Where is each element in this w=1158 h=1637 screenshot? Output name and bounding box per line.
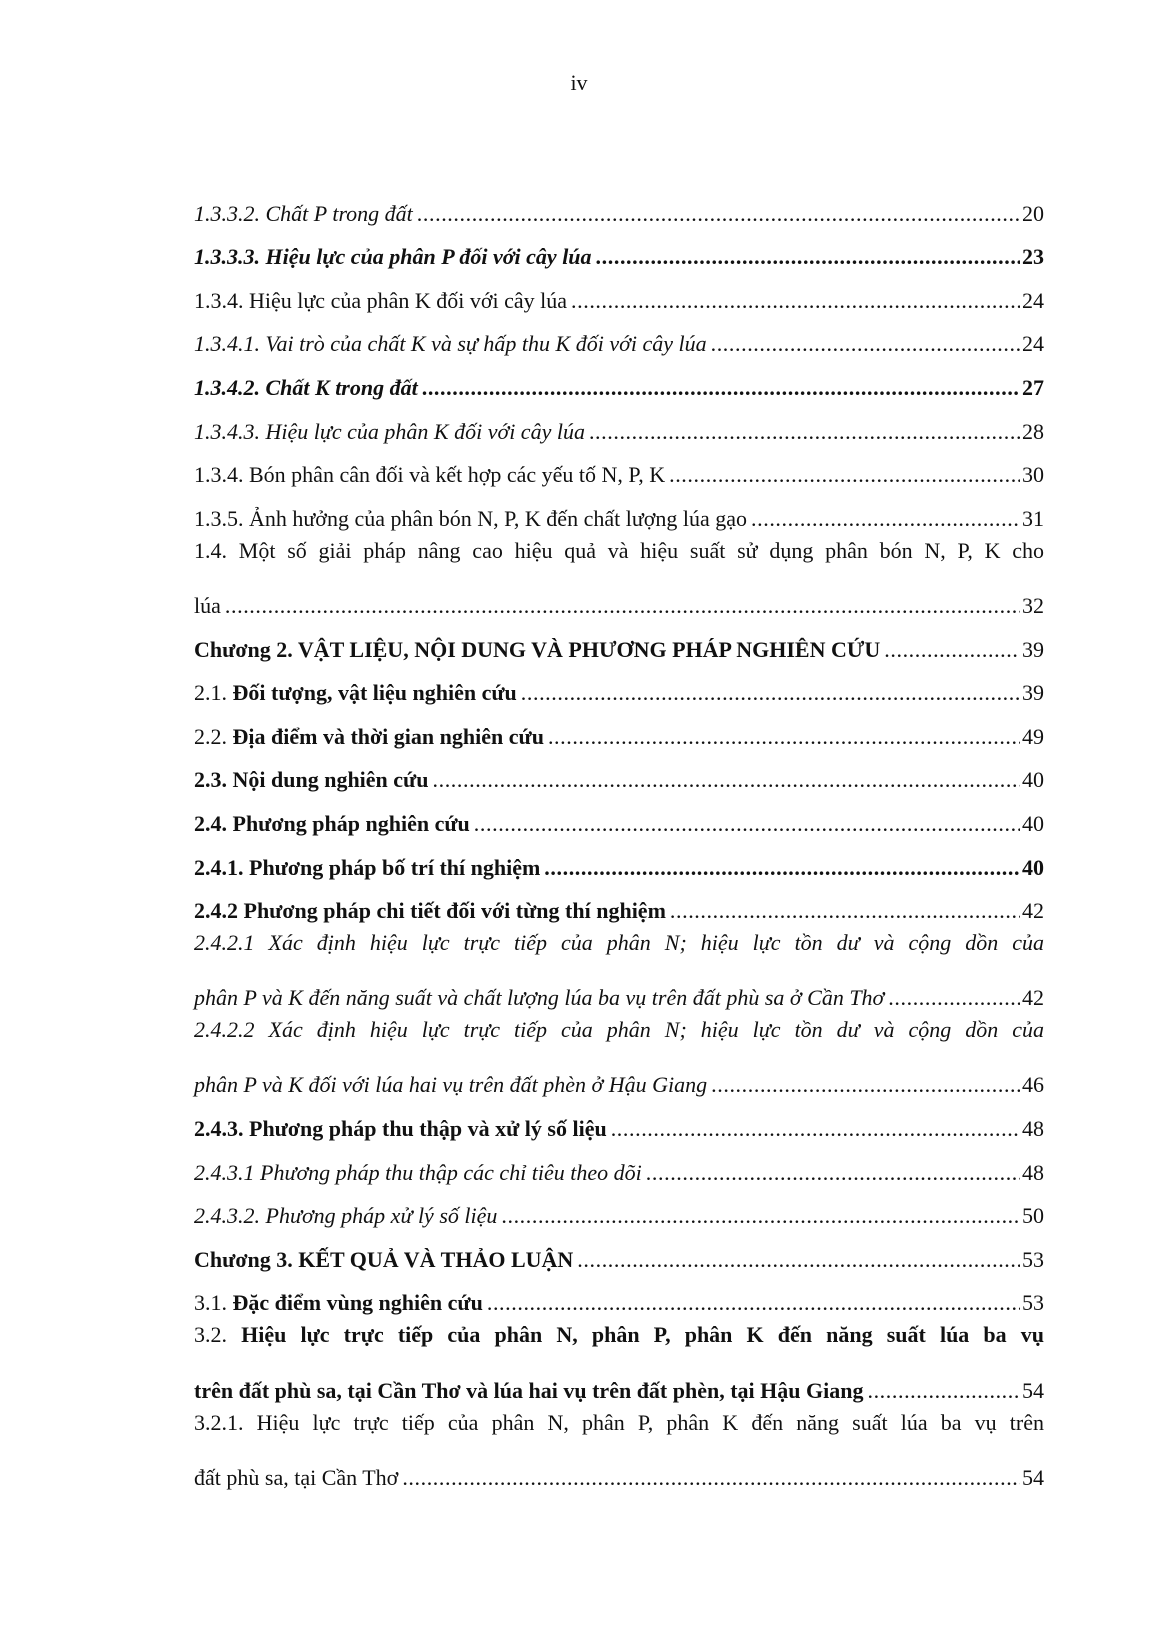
toc-entry[interactable] — [194, 1450, 1044, 1494]
toc-entry-title: Địa điểm và thời gian nghiên cứu — [232, 723, 544, 749]
toc-entry-title: phân P và K đối với lúa hai vụ trên đất phèn ở Hậu Giang — [194, 1072, 708, 1098]
toc-entry[interactable] — [194, 1101, 1044, 1145]
toc-entry-page: 39 — [1022, 680, 1044, 706]
toc-entry[interactable] — [194, 491, 1044, 535]
toc-entry-title: 1.3.4.2. Chất K trong đất — [194, 374, 418, 400]
toc-entry[interactable] — [194, 709, 1044, 753]
toc-entry-page: 53 — [1022, 1290, 1044, 1316]
dot-leader — [544, 852, 1020, 884]
toc-entry-title: lúa — [194, 592, 221, 618]
toc-entry-page: 39 — [1022, 636, 1044, 662]
dot-leader — [487, 1287, 1020, 1319]
toc-entry[interactable] — [194, 971, 1044, 1015]
dot-leader — [611, 1113, 1020, 1145]
toc-entry-title: 1.3.4.1. Vai trò của chất K và sự hấp thu K đối với cây lúa — [194, 331, 707, 357]
dot-leader — [548, 721, 1020, 753]
toc-entry-page: 53 — [1022, 1246, 1044, 1272]
toc-entry-title: 1.3.5. Ảnh hưởng của phân bón N, P, K đến chất lượng lúa gạo — [194, 505, 748, 531]
toc-entry[interactable] — [194, 317, 1044, 361]
dot-leader — [596, 241, 1020, 273]
toc-entry-title: 1.3.3.3. Hiệu lực của phân P đối với cây lúa — [194, 244, 592, 270]
toc-entry-title: 1.3.4. Bón phân cân đối và kết hợp các yếu tố N, P, K — [194, 462, 666, 488]
toc-entry[interactable] — [194, 753, 1044, 797]
toc-entry[interactable] — [194, 884, 1044, 928]
toc-entry-page: 50 — [1022, 1203, 1044, 1229]
toc-entry-number: 3.2. — [194, 1322, 227, 1348]
toc-entry-title: 1.3.3.2. Chất P trong đất — [194, 200, 413, 226]
toc-entry-title: 1.3.4. Hiệu lực của phân K đối với cây lúa — [194, 287, 568, 313]
toc-entry-page: 49 — [1022, 723, 1044, 749]
toc-entry-page: 32 — [1022, 592, 1044, 618]
dot-leader — [225, 590, 1020, 622]
toc-entry[interactable] — [194, 1276, 1044, 1320]
toc-entry-page: 48 — [1022, 1159, 1044, 1185]
toc-entry-line1[interactable] — [194, 1319, 1044, 1363]
toc-entry[interactable] — [194, 273, 1044, 317]
toc-entry-page: 42 — [1022, 985, 1044, 1011]
dot-leader — [711, 328, 1020, 360]
dot-leader — [422, 372, 1020, 404]
dot-leader — [867, 1375, 1020, 1407]
toc-entry-page: 27 — [1022, 374, 1044, 400]
toc-entry[interactable] — [194, 360, 1044, 404]
toc-entry-page: 31 — [1022, 505, 1044, 531]
toc-entry-page: 46 — [1022, 1072, 1044, 1098]
toc-entry[interactable] — [194, 666, 1044, 710]
toc-entry-title: Đối tượng, vật liệu nghiên cứu — [232, 680, 517, 706]
toc-entry-line1[interactable]: 3.2.1. Hiệu lực trực tiếp của phân N, phân P, phân K đến năng suất lúa ba vụ trên — [194, 1409, 1044, 1435]
toc-entry-page: 28 — [1022, 418, 1044, 444]
toc-entry-title: phân P và K đến năng suất và chất lượng lúa ba vụ trên đất phù sa ở Cần Thơ — [194, 985, 885, 1011]
toc-entry-title: 2.4.3.1 Phương pháp thu thập các chỉ tiêu theo dõi — [194, 1159, 642, 1185]
dot-leader — [474, 808, 1020, 840]
toc-entry-title: 2.4.1. Phương pháp bố trí thí nghiệm — [194, 854, 541, 880]
dot-leader — [670, 895, 1020, 927]
toc-entry-title: 2.3. Nội dung nghiên cứu — [194, 767, 429, 793]
toc-entry[interactable] — [194, 448, 1044, 492]
dot-leader — [571, 285, 1020, 317]
toc-entry[interactable] — [194, 796, 1044, 840]
toc-entry-title: đất phù sa, tại Cần Thơ — [194, 1464, 399, 1490]
dot-leader — [589, 416, 1020, 448]
toc-entry-title-line1: Hiệu lực trực tiếp của phân N, phân P, phân K đến năng suất lúa ba vụ — [241, 1322, 1045, 1348]
toc-entry[interactable] — [194, 186, 1044, 230]
dot-leader — [577, 1244, 1020, 1276]
toc-entry-page: 20 — [1022, 200, 1044, 226]
toc-chapter-entry[interactable] — [194, 1232, 1044, 1276]
table-of-contents — [194, 186, 1044, 1494]
dot-leader — [669, 459, 1020, 491]
dot-leader — [711, 1069, 1020, 1101]
toc-entry[interactable] — [194, 1058, 1044, 1102]
toc-entry-title: trên đất phù sa, tại Cần Thơ và lúa hai vụ trên đất phèn, tại Hậu Giang — [194, 1377, 864, 1403]
toc-entry[interactable] — [194, 230, 1044, 274]
toc-entry-page: 54 — [1022, 1377, 1044, 1403]
dot-leader — [433, 764, 1021, 796]
toc-entry-title: 2.4. Phương pháp nghiên cứu — [194, 810, 470, 836]
page-number: iv — [570, 70, 588, 95]
dot-leader — [884, 634, 1020, 666]
toc-entry-page: 24 — [1022, 331, 1044, 357]
toc-entry-title: 2.4.2 Phương pháp chi tiết đối với từng thí nghiệm — [194, 898, 666, 924]
toc-entry-title: Chương 3. KẾT QUẢ VÀ THẢO LUẬN — [194, 1246, 574, 1272]
toc-entry[interactable] — [194, 1145, 1044, 1189]
toc-entry-title: 2.4.3.2. Phương pháp xử lý số liệu — [194, 1203, 498, 1229]
toc-chapter-entry[interactable] — [194, 622, 1044, 666]
toc-entry-page: 40 — [1022, 810, 1044, 836]
toc-entry-number: 3.1. — [194, 1290, 227, 1316]
toc-entry-page: 24 — [1022, 287, 1044, 313]
dot-leader — [646, 1157, 1020, 1189]
toc-entry-page: 30 — [1022, 462, 1044, 488]
toc-entry[interactable] — [194, 578, 1044, 622]
dot-leader — [417, 198, 1020, 230]
toc-entry[interactable] — [194, 840, 1044, 884]
dot-leader — [521, 677, 1020, 709]
dot-leader — [888, 982, 1020, 1014]
toc-entry-line1[interactable]: 2.4.2.2 Xác định hiệu lực trực tiếp của phân N; hiệu lực tồn dư và cộng dồn của — [194, 1017, 1044, 1043]
toc-entry[interactable] — [194, 1363, 1044, 1407]
toc-entry-page: 40 — [1022, 767, 1044, 793]
dot-leader — [402, 1462, 1020, 1494]
toc-entry-title: 2.4.3. Phương pháp thu thập và xử lý số liệu — [194, 1116, 607, 1142]
toc-entry-line1[interactable]: 2.4.2.1 Xác định hiệu lực trực tiếp của phân N; hiệu lực tồn dư và cộng dồn của — [194, 930, 1044, 956]
toc-entry-page: 23 — [1022, 244, 1044, 270]
toc-entry-page: 48 — [1022, 1116, 1044, 1142]
toc-entry-page: 42 — [1022, 898, 1044, 924]
dot-leader — [751, 503, 1020, 535]
toc-entry-line1[interactable]: 1.4. Một số giải pháp nâng cao hiệu quả và hiệu suất sử dụng phân bón N, P, K cho — [194, 537, 1044, 563]
dot-leader — [501, 1200, 1020, 1232]
toc-entry-title: Chương 2. VẬT LIỆU, NỘI DUNG VÀ PHƯƠNG PHÁP NGHIÊN CỨU — [194, 636, 881, 662]
toc-entry-page: 54 — [1022, 1464, 1044, 1490]
toc-entry-number: 2.2. — [194, 723, 227, 749]
toc-entry-title: Đặc điểm vùng nghiên cứu — [232, 1290, 483, 1316]
toc-entry[interactable] — [194, 404, 1044, 448]
toc-entry-page: 40 — [1022, 854, 1044, 880]
toc-entry-number: 2.1. — [194, 680, 227, 706]
toc-entry-title: 1.3.4.3. Hiệu lực của phân K đối với cây lúa — [194, 418, 585, 444]
toc-entry[interactable] — [194, 1189, 1044, 1233]
